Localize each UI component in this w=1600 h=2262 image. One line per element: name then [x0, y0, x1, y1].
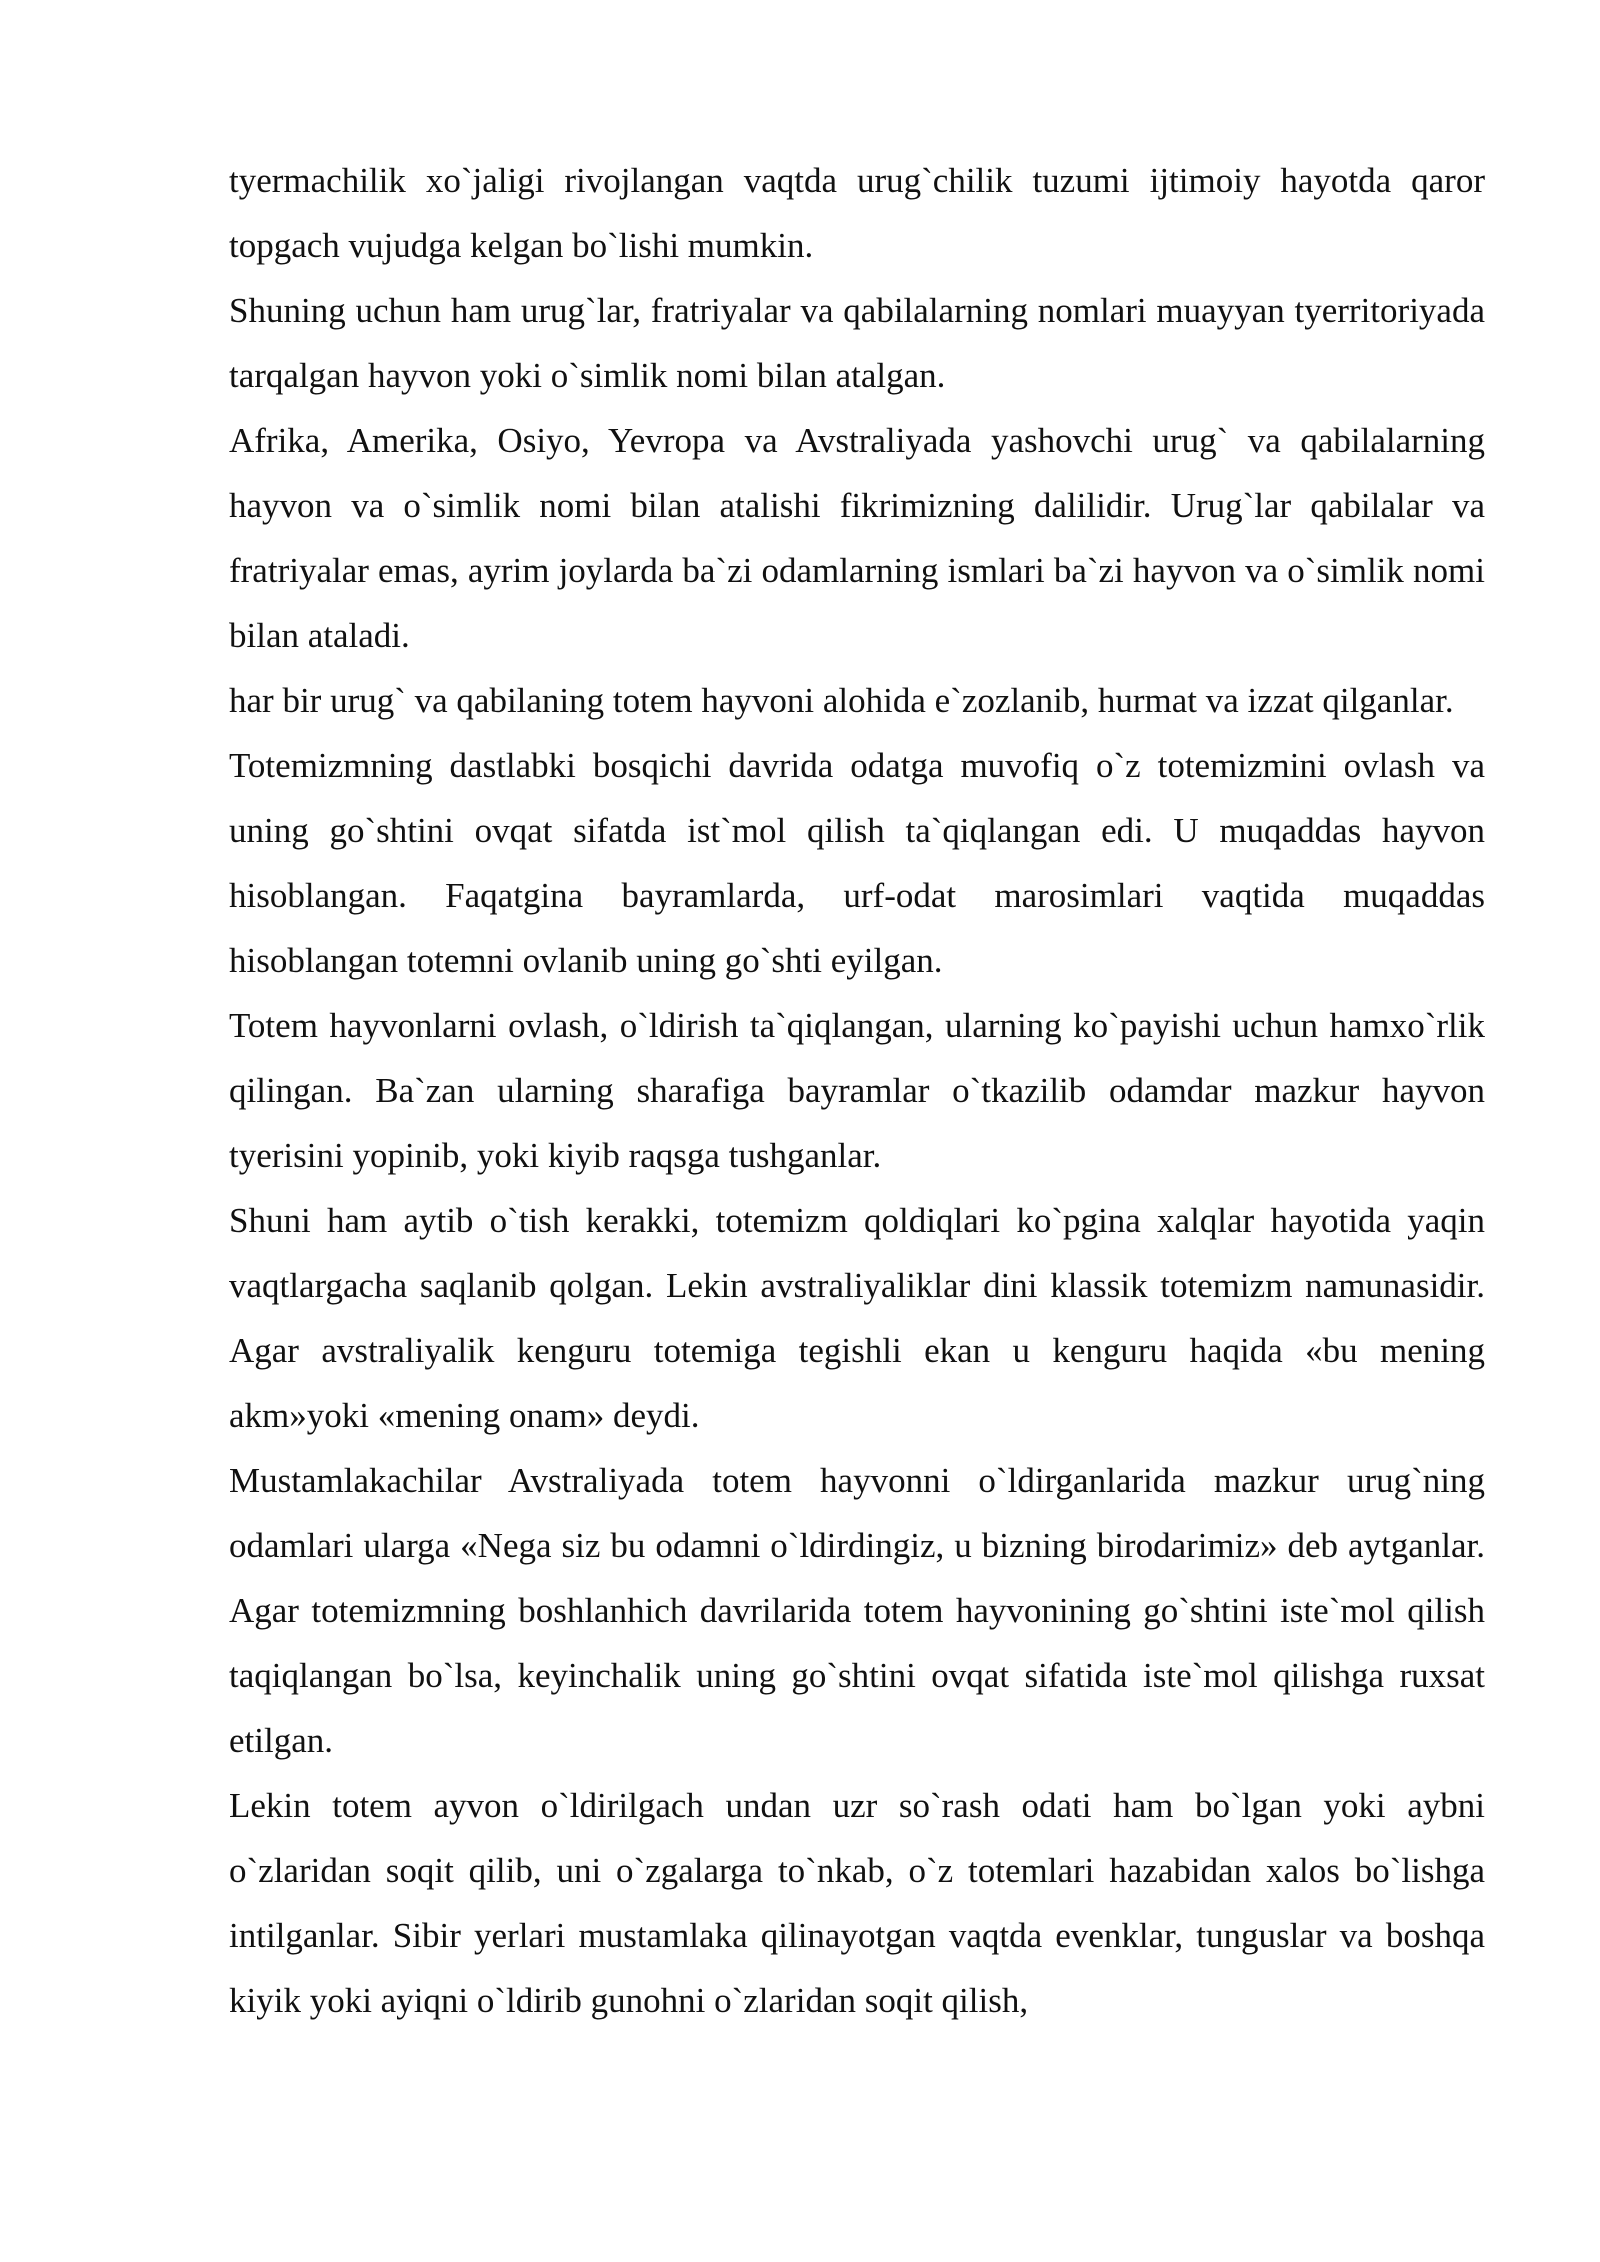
document-body [229, 148, 1485, 2033]
paragraph-5: Totemizmning dastlabki bosqichi davrida odatga muvofiq o`z totemizmini ovlash va uning go`shtini ovqat sifatda ist`mol qilish ta`qiqlangan edi. U muqaddas hayvon hisoblangan. Faqatgina bayramlarda, urf-odat marosimlari vaqtida muqaddas hisoblangan totemni ovlanib uning go`shti eyilgan. [229, 746, 1485, 980]
paragraph-1: tyermachilik xo`jaligi rivojlangan vaqtda urug`chilik tuzumi ijtimoiy hayotda qaror topgach vujudga kelgan bo`lishi mumkin. [229, 161, 1485, 265]
paragraph-8: Mustamlakachilar Avstraliyada totem hayvonni o`ldirganlarida mazkur urug`ning odamlari ularga «Nega siz bu odamni o`ldirdingiz, u bizning birodarimiz» deb aytganlar. Agar totemizmning boshlanhich davrilarida totem hayvonining go`shtini iste`mol qilish taqiqlangan bo`lsa, keyinchalik uning go`shtini ovqat sifatida iste`mol qilishga ruxsat etilgan. [229, 1461, 1485, 1760]
paragraph-7: Shuni ham aytib o`tish kerakki, totemizm qoldiqlari ko`pgina xalqlar hayotida yaqin vaqtlargacha saqlanib qolgan. Lekin avstraliyaliklar dini klassik totemizm namunasidir. Agar avstraliyalik kenguru totemiga tegishli ekan u kenguru haqida «bu mening akm»yoki «mening onam» deydi. [229, 1201, 1485, 1435]
paragraph-4: har bir urug` va qabilaning totem hayvoni alohida e`zozlanib, hurmat va izzat qilganlar. [229, 681, 1454, 720]
paragraph-6: Totem hayvonlarni ovlash, o`ldirish ta`qiqlangan, ularning ko`payishi uchun hamxo`rlik qilingan. Ba`zan ularning sharafiga bayramlar o`tkazilib odamdar mazkur hayvon tyerisini yopinib, yoki kiyib raqsga tushganlar. [229, 1006, 1485, 1175]
paragraph-3: Afrika, Amerika, Osiyo, Yevropa va Avstraliyada yashovchi urug` va qabilalarning hayvon va o`simlik nomi bilan atalishi fikrimizning dalilidir. Urug`lar qabilalar va fratriyalar emas, ayrim joylarda ba`zi odamlarning ismlari ba`zi hayvon va o`simlik nomi bilan ataladi. [229, 421, 1485, 655]
paragraph-9: Lekin totem ayvon o`ldirilgach undan uzr so`rash odati ham bo`lgan yoki aybni o`zlaridan soqit qilib, uni o`zgalarga to`nkab, o`z totemlari hazabidan xalos bo`lishga intilganlar. Sibir yerlari mustamlaka qilinayotgan vaqtda evenklar, tunguslar va boshqa kiyik yoki ayiqni o`ldirib gunohni o`zlaridan soqit qilish, [229, 1786, 1485, 2020]
paragraph-2: Shuning uchun ham urug`lar, fratriyalar va qabilalarning nomlari muayyan tyerritoriyada tarqalgan hayvon yoki o`simlik nomi bilan atalgan. [229, 291, 1485, 395]
